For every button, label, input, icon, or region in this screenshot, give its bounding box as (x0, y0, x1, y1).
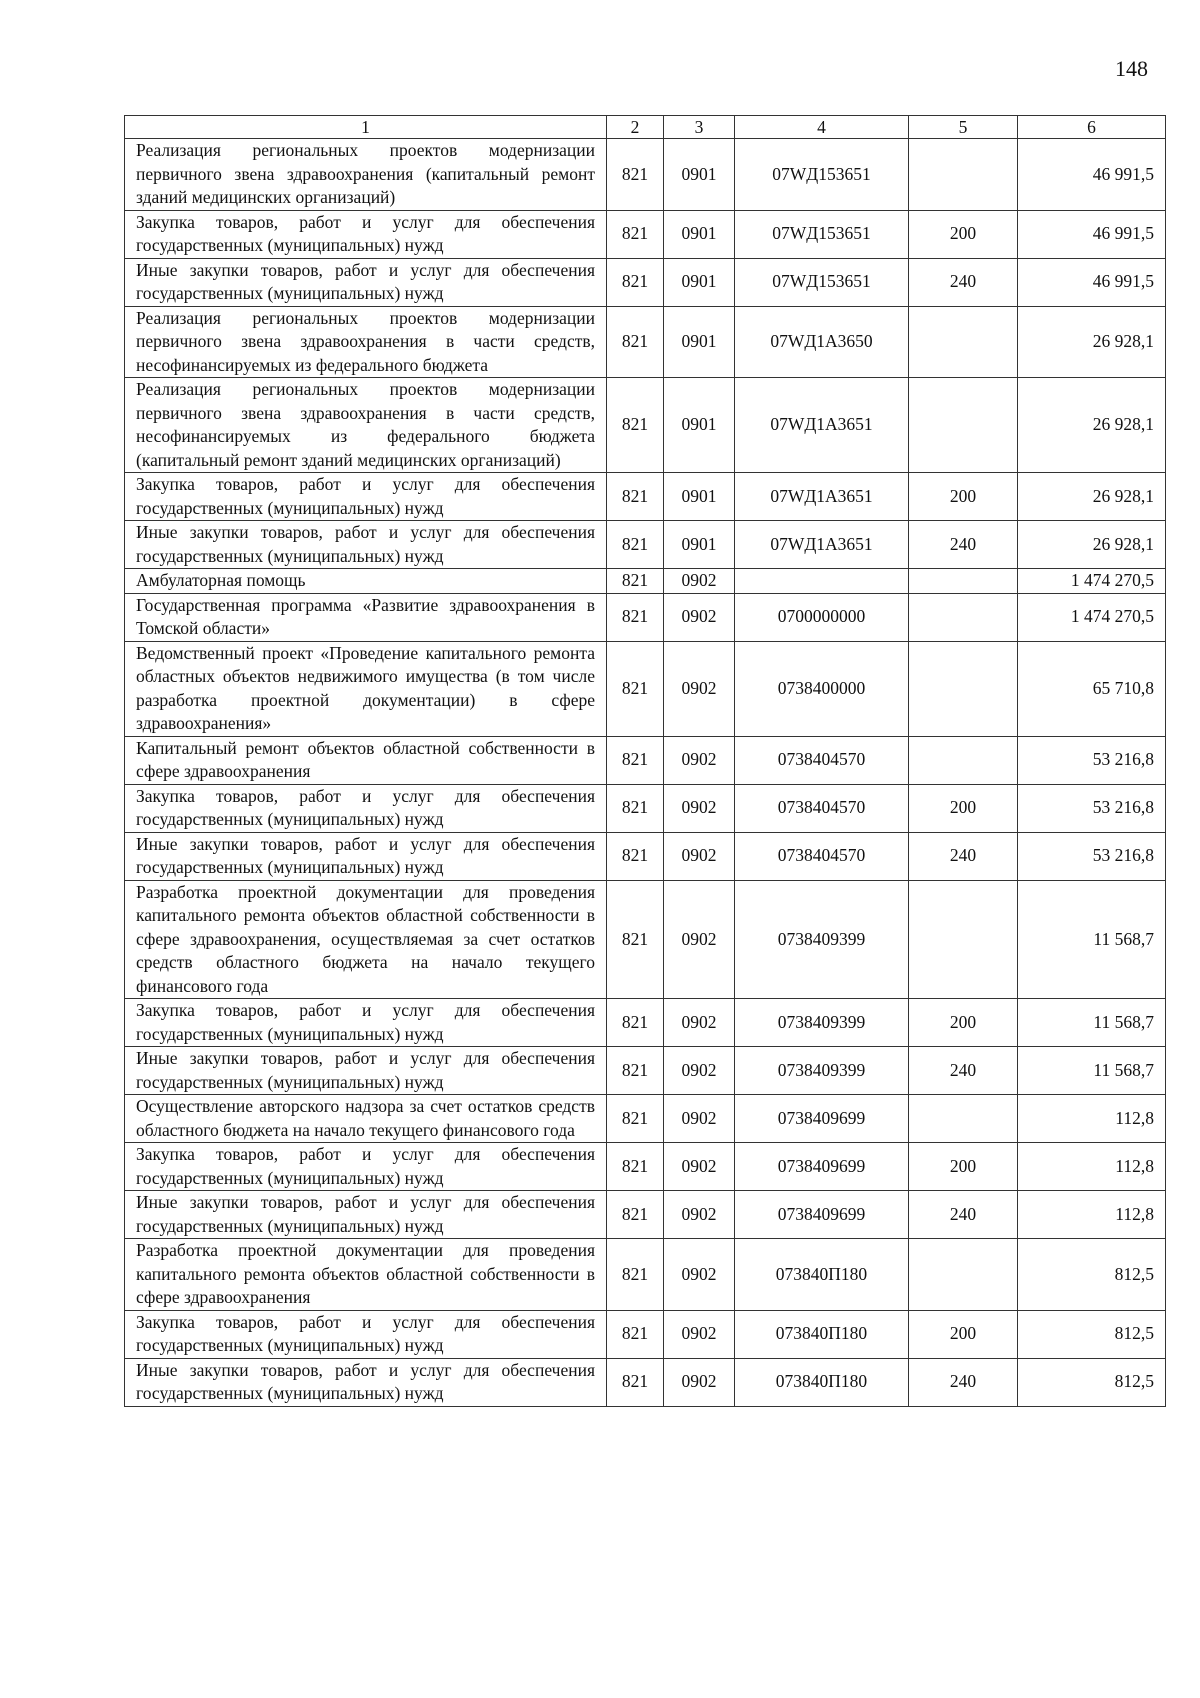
target-article-cell: 07WД1А3651 (735, 473, 909, 521)
amount-cell: 65 710,8 (1018, 641, 1166, 736)
ministry-code-cell: 821 (607, 1143, 664, 1191)
row-name-cell: Реализация региональных проектов модернизации первичного звена здравоохранения в части средств, несофинансируемых из федерального бюджета (капитальный ремонт зданий медицинских организаций) (125, 378, 607, 473)
amount-cell: 26 928,1 (1018, 521, 1166, 569)
row-name-cell: Закупка товаров, работ и услуг для обеспечения государственных (муниципальных) нужд (125, 1143, 607, 1191)
expense-type-cell: 240 (909, 521, 1018, 569)
page-number: 148 (1115, 56, 1148, 81)
amount-cell: 112,8 (1018, 1143, 1166, 1191)
section-code-cell: 0902 (664, 1239, 735, 1311)
amount-cell: 812,5 (1018, 1239, 1166, 1311)
row-name-cell: Ведомственный проект «Проведение капитального ремонта областных объектов недвижимого имущества (в том числе разработка проектной документации) в сфере здравоохранения» (125, 641, 607, 736)
section-code-cell: 0902 (664, 832, 735, 880)
table-row (125, 378, 1166, 473)
target-article-cell: 0738404570 (735, 832, 909, 880)
section-code-cell: 0901 (664, 139, 735, 211)
header-cell: 4 (735, 116, 909, 139)
row-name-cell: Разработка проектной документации для проведения капитального ремонта объектов областной собственности в сфере здравоохранения (125, 1239, 607, 1311)
expense-type-cell: 200 (909, 999, 1018, 1047)
table-row (125, 139, 1166, 211)
target-article-cell: 0738404570 (735, 784, 909, 832)
expense-type-cell (909, 139, 1018, 211)
target-article-cell: 0738400000 (735, 641, 909, 736)
section-code-cell: 0902 (664, 641, 735, 736)
target-article-cell: 07WД153651 (735, 258, 909, 306)
expense-type-cell (909, 378, 1018, 473)
target-article-cell: 073840П180 (735, 1310, 909, 1358)
target-article-cell: 07WД153651 (735, 210, 909, 258)
target-article-cell: 0738409699 (735, 1143, 909, 1191)
expense-type-cell (909, 1239, 1018, 1311)
table-row (125, 1239, 1166, 1311)
table-row (125, 306, 1166, 378)
expense-type-cell (909, 593, 1018, 641)
table-row (125, 569, 1166, 594)
target-article-cell: 0738409399 (735, 880, 909, 999)
row-name-cell: Осуществление авторского надзора за счет остатков средств областного бюджета на начало текущего финансового года (125, 1095, 607, 1143)
expense-type-cell (909, 641, 1018, 736)
section-code-cell: 0901 (664, 210, 735, 258)
target-article-cell: 0738404570 (735, 736, 909, 784)
target-article-cell: 073840П180 (735, 1239, 909, 1311)
target-article-cell: 07WД1А3651 (735, 378, 909, 473)
expense-type-cell (909, 736, 1018, 784)
row-name-cell: Закупка товаров, работ и услуг для обеспечения государственных (муниципальных) нужд (125, 784, 607, 832)
target-article-cell: 0700000000 (735, 593, 909, 641)
table-header-row (125, 116, 1166, 139)
target-article-cell (735, 569, 909, 594)
row-name-cell: Иные закупки товаров, работ и услуг для обеспечения государственных (муниципальных) нужд (125, 1047, 607, 1095)
amount-cell: 812,5 (1018, 1310, 1166, 1358)
ministry-code-cell: 821 (607, 139, 664, 211)
row-name-cell: Иные закупки товаров, работ и услуг для обеспечения государственных (муниципальных) нужд (125, 832, 607, 880)
section-code-cell: 0902 (664, 593, 735, 641)
table-row (125, 473, 1166, 521)
ministry-code-cell: 821 (607, 473, 664, 521)
header-cell: 6 (1018, 116, 1166, 139)
amount-cell: 11 568,7 (1018, 880, 1166, 999)
amount-cell: 46 991,5 (1018, 210, 1166, 258)
header-cell: 1 (125, 116, 607, 139)
row-name-cell: Амбулаторная помощь (125, 569, 607, 594)
table-row (125, 736, 1166, 784)
expense-type-cell (909, 880, 1018, 999)
expense-type-cell: 200 (909, 1143, 1018, 1191)
header-cell: 2 (607, 116, 664, 139)
section-code-cell: 0901 (664, 306, 735, 378)
row-name-cell: Закупка товаров, работ и услуг для обеспечения государственных (муниципальных) нужд (125, 1310, 607, 1358)
target-article-cell: 07WД1А3651 (735, 521, 909, 569)
amount-cell: 812,5 (1018, 1358, 1166, 1406)
ministry-code-cell: 821 (607, 1310, 664, 1358)
amount-cell: 11 568,7 (1018, 1047, 1166, 1095)
ministry-code-cell: 821 (607, 641, 664, 736)
table-row (125, 210, 1166, 258)
row-name-cell: Иные закупки товаров, работ и услуг для обеспечения государственных (муниципальных) нужд (125, 521, 607, 569)
section-code-cell: 0902 (664, 1358, 735, 1406)
row-name-cell: Реализация региональных проектов модернизации первичного звена здравоохранения в части средств, несофинансируемых из федерального бюджета (125, 306, 607, 378)
budget-table (124, 115, 1166, 1407)
section-code-cell: 0902 (664, 1310, 735, 1358)
ministry-code-cell: 821 (607, 521, 664, 569)
amount-cell: 26 928,1 (1018, 306, 1166, 378)
ministry-code-cell: 821 (607, 1191, 664, 1239)
expense-type-cell (909, 306, 1018, 378)
ministry-code-cell: 821 (607, 378, 664, 473)
section-code-cell: 0901 (664, 378, 735, 473)
ministry-code-cell: 821 (607, 258, 664, 306)
row-name-cell: Закупка товаров, работ и услуг для обеспечения государственных (муниципальных) нужд (125, 210, 607, 258)
section-code-cell: 0902 (664, 736, 735, 784)
section-code-cell: 0902 (664, 1143, 735, 1191)
expense-type-cell: 200 (909, 1310, 1018, 1358)
row-name-cell: Иные закупки товаров, работ и услуг для обеспечения государственных (муниципальных) нужд (125, 1191, 607, 1239)
expense-type-cell: 200 (909, 210, 1018, 258)
section-code-cell: 0901 (664, 521, 735, 569)
expense-type-cell (909, 569, 1018, 594)
target-article-cell: 073840П180 (735, 1358, 909, 1406)
table-body (125, 116, 1166, 1407)
table-row (125, 832, 1166, 880)
row-name-cell: Иные закупки товаров, работ и услуг для обеспечения государственных (муниципальных) нужд (125, 1358, 607, 1406)
target-article-cell: 0738409699 (735, 1095, 909, 1143)
expense-type-cell: 240 (909, 832, 1018, 880)
ministry-code-cell: 821 (607, 593, 664, 641)
table-row (125, 880, 1166, 999)
target-article-cell: 0738409399 (735, 1047, 909, 1095)
ministry-code-cell: 821 (607, 999, 664, 1047)
amount-cell: 11 568,7 (1018, 999, 1166, 1047)
table-row (125, 999, 1166, 1047)
row-name-cell: Закупка товаров, работ и услуг для обеспечения государственных (муниципальных) нужд (125, 473, 607, 521)
table-row (125, 1358, 1166, 1406)
amount-cell: 53 216,8 (1018, 736, 1166, 784)
expense-type-cell: 240 (909, 1358, 1018, 1406)
section-code-cell: 0902 (664, 1047, 735, 1095)
section-code-cell: 0902 (664, 999, 735, 1047)
table-row (125, 593, 1166, 641)
row-name-cell: Государственная программа «Развитие здравоохранения в Томской области» (125, 593, 607, 641)
ministry-code-cell: 821 (607, 880, 664, 999)
ministry-code-cell: 821 (607, 784, 664, 832)
ministry-code-cell: 821 (607, 1358, 664, 1406)
row-name-cell: Закупка товаров, работ и услуг для обеспечения государственных (муниципальных) нужд (125, 999, 607, 1047)
ministry-code-cell: 821 (607, 306, 664, 378)
ministry-code-cell: 821 (607, 832, 664, 880)
ministry-code-cell: 821 (607, 210, 664, 258)
expense-type-cell: 240 (909, 258, 1018, 306)
expense-type-cell: 240 (909, 1191, 1018, 1239)
row-name-cell: Капитальный ремонт объектов областной собственности в сфере здравоохранения (125, 736, 607, 784)
row-name-cell: Иные закупки товаров, работ и услуг для обеспечения государственных (муниципальных) нужд (125, 258, 607, 306)
ministry-code-cell: 821 (607, 1047, 664, 1095)
amount-cell: 53 216,8 (1018, 784, 1166, 832)
table-row (125, 1095, 1166, 1143)
table-row (125, 1191, 1166, 1239)
table-row (125, 1310, 1166, 1358)
expense-type-cell: 200 (909, 473, 1018, 521)
ministry-code-cell: 821 (607, 1095, 664, 1143)
amount-cell: 53 216,8 (1018, 832, 1166, 880)
table-row (125, 521, 1166, 569)
section-code-cell: 0902 (664, 1191, 735, 1239)
ministry-code-cell: 821 (607, 569, 664, 594)
table-row (125, 784, 1166, 832)
section-code-cell: 0902 (664, 1095, 735, 1143)
header-cell: 5 (909, 116, 1018, 139)
amount-cell: 112,8 (1018, 1191, 1166, 1239)
ministry-code-cell: 821 (607, 1239, 664, 1311)
amount-cell: 1 474 270,5 (1018, 569, 1166, 594)
target-article-cell: 0738409699 (735, 1191, 909, 1239)
section-code-cell: 0901 (664, 473, 735, 521)
expense-type-cell: 240 (909, 1047, 1018, 1095)
table-row (125, 258, 1166, 306)
table-row (125, 641, 1166, 736)
amount-cell: 112,8 (1018, 1095, 1166, 1143)
amount-cell: 46 991,5 (1018, 258, 1166, 306)
expense-type-cell: 200 (909, 784, 1018, 832)
target-article-cell: 07WД1А3650 (735, 306, 909, 378)
section-code-cell: 0902 (664, 784, 735, 832)
section-code-cell: 0902 (664, 569, 735, 594)
row-name-cell: Реализация региональных проектов модернизации первичного звена здравоохранения (капитальный ремонт зданий медицинских организаций) (125, 139, 607, 211)
target-article-cell: 07WД153651 (735, 139, 909, 211)
amount-cell: 26 928,1 (1018, 473, 1166, 521)
amount-cell: 1 474 270,5 (1018, 593, 1166, 641)
row-name-cell: Разработка проектной документации для проведения капитального ремонта объектов областной собственности в сфере здравоохранения, осуществляемая за счет остатков средств областного бюджета на начало текущего финансового года (125, 880, 607, 999)
header-cell: 3 (664, 116, 735, 139)
target-article-cell: 0738409399 (735, 999, 909, 1047)
amount-cell: 26 928,1 (1018, 378, 1166, 473)
table-row (125, 1047, 1166, 1095)
amount-cell: 46 991,5 (1018, 139, 1166, 211)
section-code-cell: 0901 (664, 258, 735, 306)
expense-type-cell (909, 1095, 1018, 1143)
section-code-cell: 0902 (664, 880, 735, 999)
ministry-code-cell: 821 (607, 736, 664, 784)
table-row (125, 1143, 1166, 1191)
